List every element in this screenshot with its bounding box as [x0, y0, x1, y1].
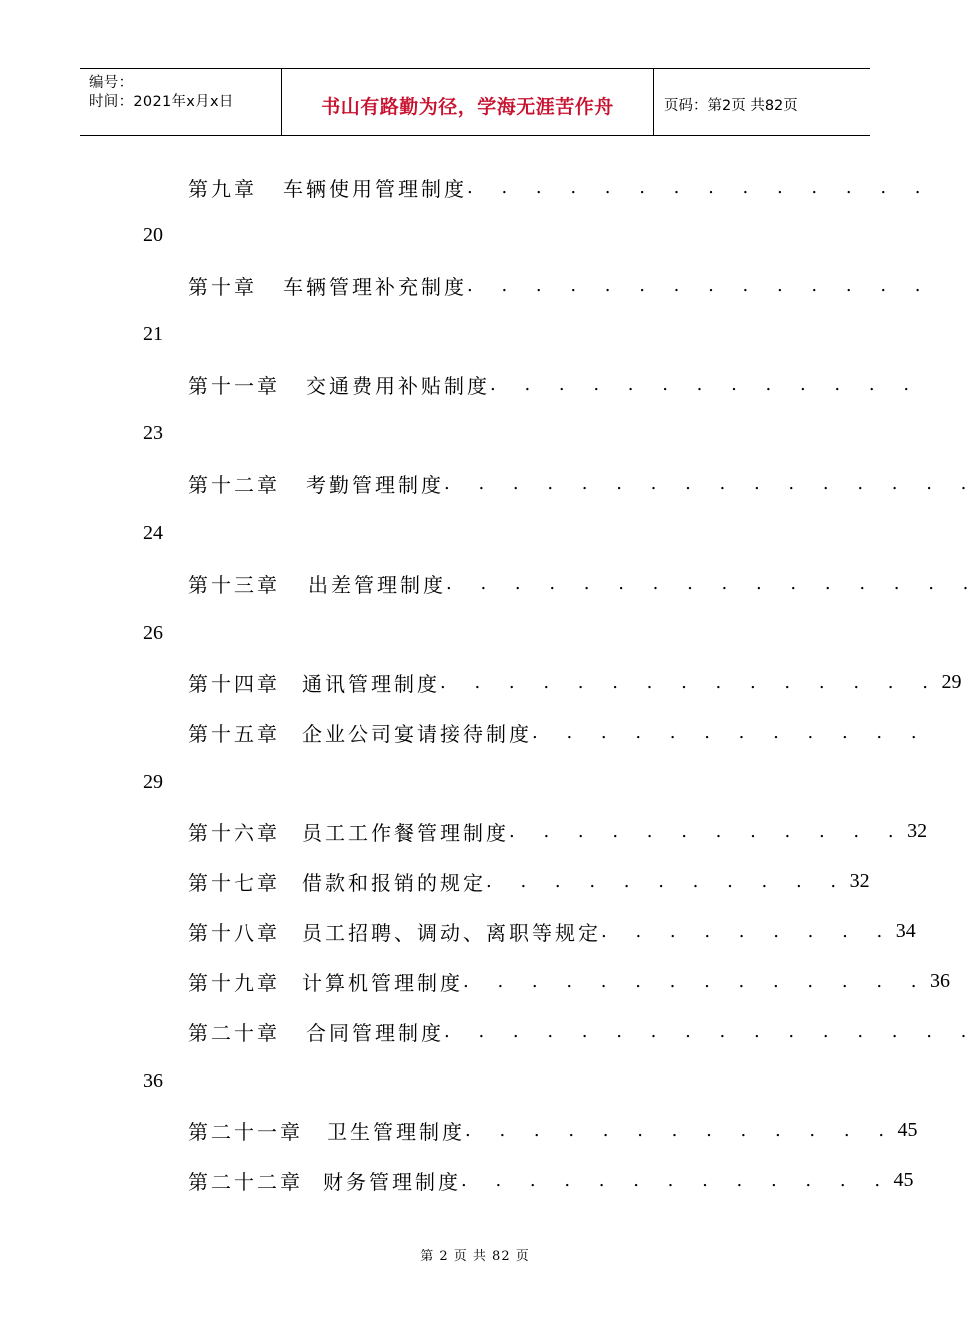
toc-entry[interactable]	[188, 1115, 918, 1145]
toc-leader-dots: . . . . . . . . . . . . .	[461, 1169, 892, 1191]
toc-leader-dots: . . . . . . . . . . . . . .	[467, 274, 932, 296]
toc-page-number: 36	[930, 969, 950, 992]
toc-page-number: 29	[941, 670, 962, 693]
toc-title: 计算机管理制度	[302, 970, 463, 995]
toc-title: 企业公司宴请接待制度	[302, 721, 532, 746]
toc-title: 车辆使用管理制度	[283, 176, 467, 201]
toc-chapter: 第十五章	[188, 721, 280, 746]
toc-entry[interactable]	[188, 270, 932, 300]
toc-chapter: 第二十二章	[188, 1169, 303, 1194]
toc-page-number: 29	[143, 771, 163, 793]
toc-page-number: 32	[849, 869, 870, 892]
motto-text: 书山有路勤为径，学海无涯苦作舟	[321, 96, 614, 118]
toc-chapter: 第十九章	[188, 970, 280, 995]
toc-chapter: 第十三章	[188, 572, 280, 597]
toc-title: 财务管理制度	[323, 1169, 461, 1194]
toc-title: 出差管理制度	[308, 572, 446, 597]
toc-title: 交通费用补贴制度	[306, 373, 490, 398]
toc-page-number: 32	[907, 819, 928, 842]
toc-leader-dots: . . . . . . . . . . . . .	[490, 373, 921, 395]
toc-chapter: 第二十一章	[188, 1119, 303, 1144]
toc-leader-dots: . . . . . . . . . . . . . .	[463, 970, 928, 992]
toc-entry[interactable]	[188, 172, 932, 202]
toc-leader-dots: . . . . . . . . . . . . . . . .	[444, 1020, 978, 1042]
toc-page-number: 36	[143, 1070, 163, 1092]
toc-entry[interactable]	[188, 468, 978, 498]
toc-chapter: 第十章	[188, 274, 257, 299]
toc-chapter: 第十七章	[188, 870, 280, 895]
toc-entry[interactable]	[188, 369, 921, 399]
toc-chapter: 第十一章	[188, 373, 280, 398]
toc-chapter: 第十四章	[188, 671, 280, 696]
toc-entry[interactable]	[188, 667, 962, 697]
toc-page-number: 45	[893, 1168, 914, 1191]
toc-page-number: 26	[143, 622, 163, 644]
toc-title: 卫生管理制度	[327, 1119, 465, 1144]
header-page-info: 页码：第2页 共82页	[664, 98, 798, 114]
toc-entry[interactable]	[188, 1016, 978, 1046]
toc-entry[interactable]	[188, 916, 916, 946]
toc-chapter: 第十六章	[188, 820, 280, 845]
toc-chapter: 第十八章	[188, 920, 280, 945]
page-footer: 第 2 页 共 82 页	[420, 1249, 530, 1264]
toc-entry[interactable]	[188, 1165, 914, 1195]
toc-title: 车辆管理补充制度	[283, 274, 467, 299]
toc-entry[interactable]	[188, 816, 928, 846]
toc-entry[interactable]	[188, 866, 870, 896]
document-number-label: 编号：	[89, 75, 134, 91]
toc-title: 员工工作餐管理制度	[302, 820, 509, 845]
toc-leader-dots: . . . . . . . . .	[601, 920, 894, 942]
toc-title: 考勤管理制度	[306, 472, 444, 497]
toc-title: 借款和报销的规定	[302, 870, 486, 895]
toc-chapter: 第九章	[188, 176, 257, 201]
toc-page-number: 34	[895, 919, 916, 942]
toc-title: 员工招聘、调动、离职等规定	[302, 920, 601, 945]
toc-page-number: 21	[143, 323, 163, 345]
toc-entry[interactable]	[188, 966, 950, 996]
toc-leader-dots: . . . . . . . . . . . . . . .	[440, 671, 940, 693]
toc-leader-dots: . . . . . . . . . . . . .	[465, 1119, 896, 1141]
toc-page-number: 24	[143, 522, 163, 544]
toc-chapter: 第十二章	[188, 472, 280, 497]
document-date-label: 时间：2021年x月x日	[89, 94, 234, 110]
toc-chapter: 第二十章	[188, 1020, 280, 1045]
toc-page-number: 23	[143, 422, 163, 444]
toc-leader-dots: . . . . . . . . . . . .	[509, 820, 906, 842]
toc-leader-dots: . . . . . . . . . . . . . . . .	[446, 572, 980, 594]
toc-leader-dots: . . . . . . . . . . . . . .	[467, 176, 932, 198]
toc-leader-dots: . . . . . . . . . . . . . . . .	[444, 472, 978, 494]
toc-title: 合同管理制度	[306, 1020, 444, 1045]
toc-entry[interactable]	[188, 717, 929, 747]
toc-entry[interactable]	[188, 568, 980, 598]
toc-title: 通讯管理制度	[302, 671, 440, 696]
toc-page-number: 20	[143, 224, 163, 246]
toc-leader-dots: . . . . . . . . . . .	[486, 870, 848, 892]
toc-page-number: 45	[897, 1118, 918, 1141]
toc-leader-dots: . . . . . . . . . . . .	[532, 721, 929, 743]
